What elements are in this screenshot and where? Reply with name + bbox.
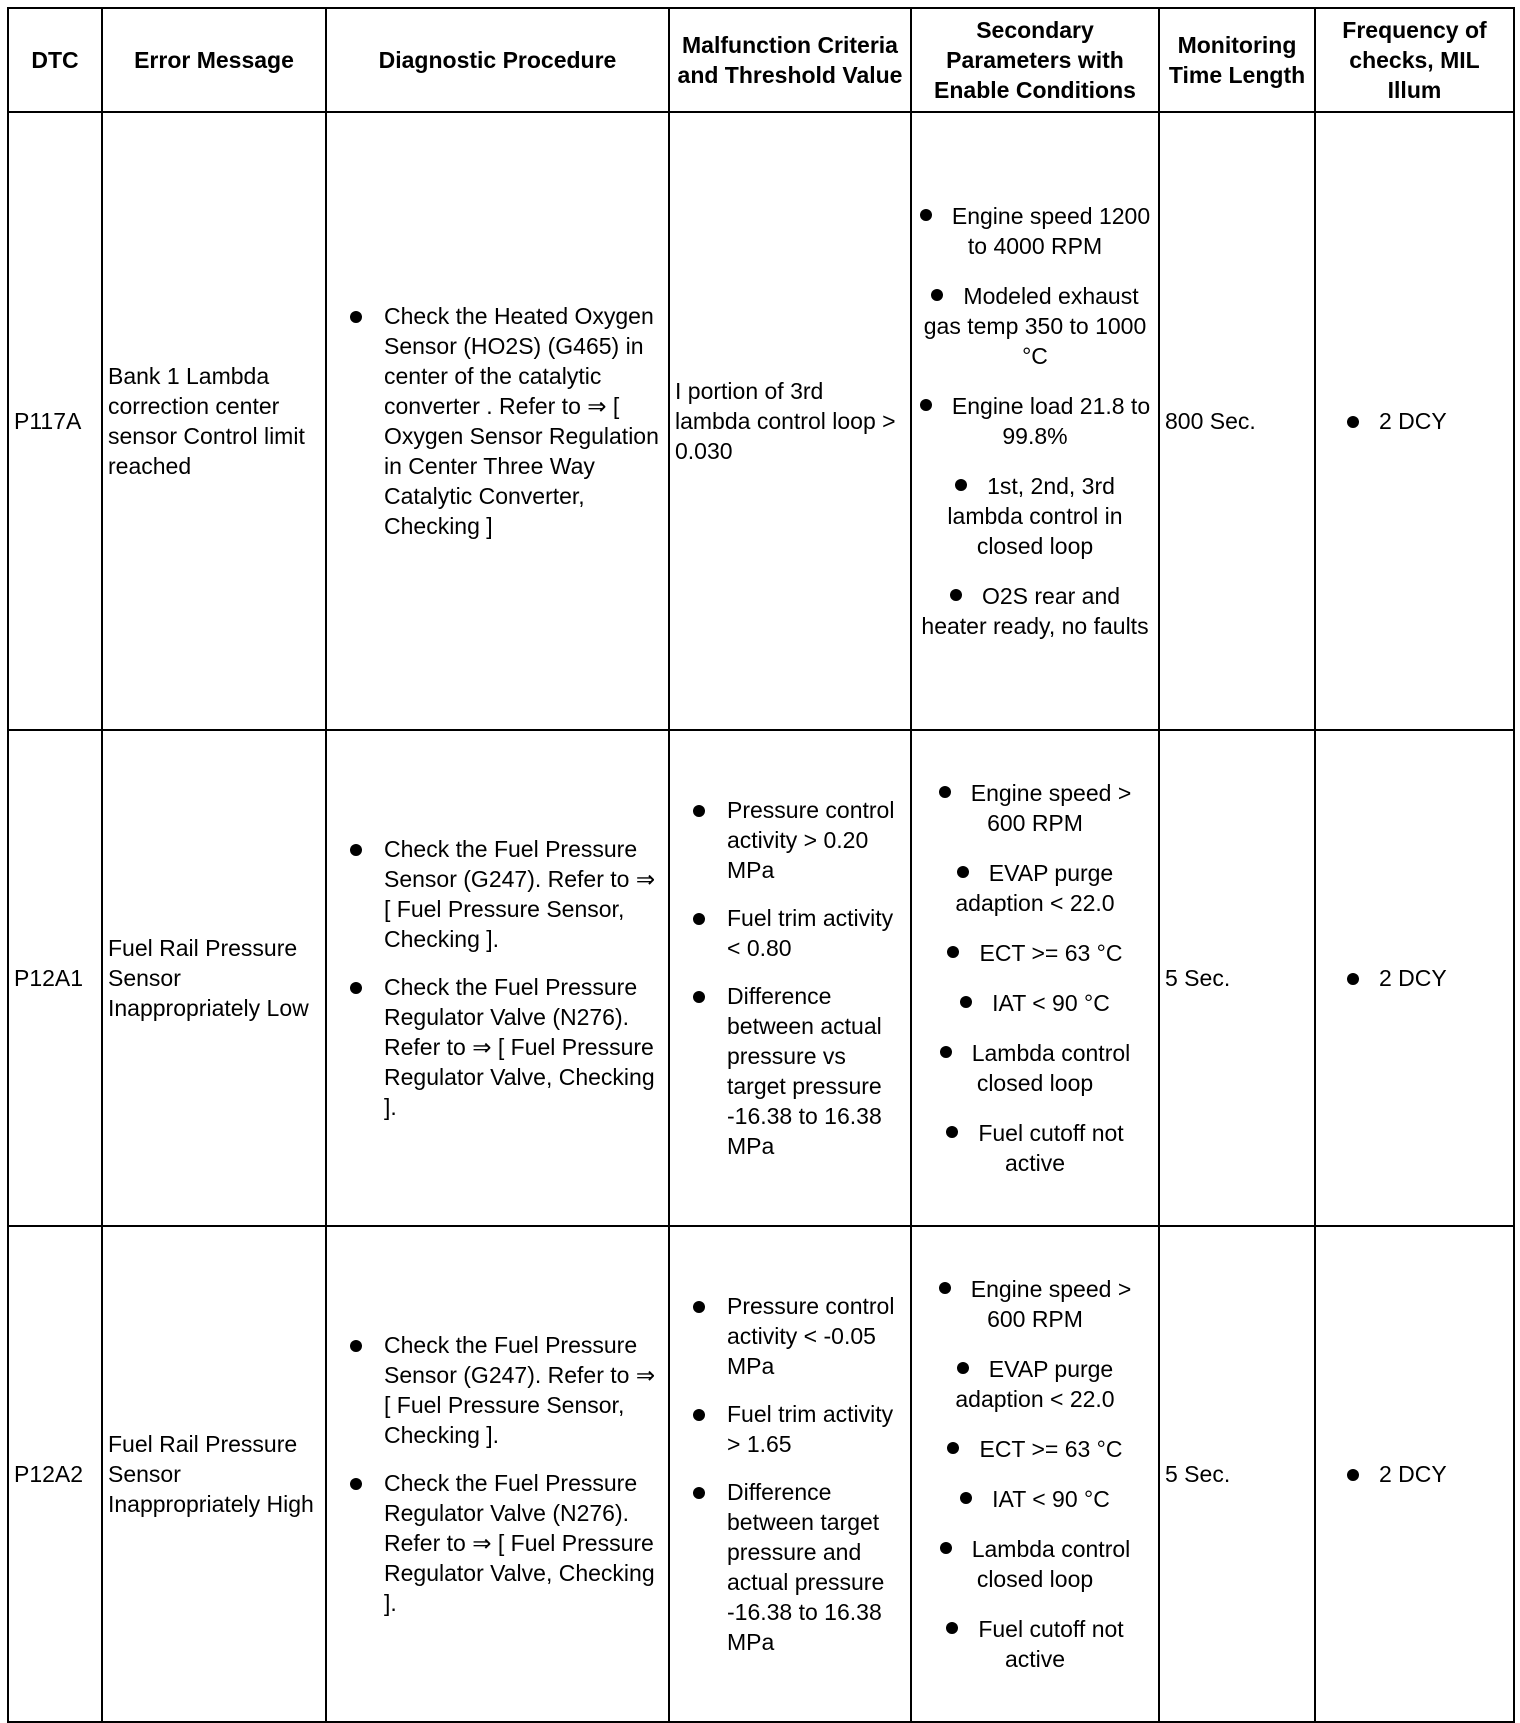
cell-error-message: Fuel Rail Pressure Sensor Inappropriately High [102,1226,326,1722]
list-item: Check the Fuel Pressure Regulator Valve (N276). Refer to ⇒ [ Fuel Pressure Regulator Valve, Checking ]. [346,1468,659,1618]
list-item: EVAP purge adaption < 22.0 [917,1354,1153,1414]
list-item: Difference between target pressure and actual pressure -16.38 to 16.38 MPa [689,1477,905,1657]
cell-secondary-parameters [911,1226,1159,1722]
header-dtc: DTC [8,8,102,112]
list-item: Check the Fuel Pressure Sensor (G247). Refer to ⇒ [ Fuel Pressure Sensor, Checking ]. [346,1330,659,1450]
cell-dtc: P12A2 [8,1226,102,1722]
list-item: IAT < 90 °C [917,1484,1153,1514]
header-error-message: Error Message [102,8,326,112]
list-item: 2 DCY [1343,406,1508,436]
cell-dtc: P12A1 [8,730,102,1226]
list-item: Engine speed > 600 RPM [917,1274,1153,1334]
list-item: ECT >= 63 °C [917,1434,1153,1464]
list-item: Pressure control activity > 0.20 MPa [689,795,905,885]
dtc-table [7,7,1515,1723]
table-row [8,1226,1514,1722]
table-row [8,112,1514,730]
list-item: Check the Heated Oxygen Sensor (HO2S) (G465) in center of the catalytic converter . Refer to ⇒ [ Oxygen Sensor Regulation in Center Three Way Catalytic Converter, Checking ] [346,301,659,541]
list-item: EVAP purge adaption < 22.0 [917,858,1153,918]
header-diagnostic-procedure: Diagnostic Procedure [326,8,669,112]
cell-frequency [1315,1226,1514,1722]
header-secondary-parameters: Secondary Parameters with Enable Conditions [911,8,1159,112]
list-item: IAT < 90 °C [917,988,1153,1018]
list-item: Pressure control activity < -0.05 MPa [689,1291,905,1381]
list-item: Fuel trim activity > 1.65 [689,1399,905,1459]
list-item: Modeled exhaust gas temp 350 to 1000 °C [917,281,1153,371]
cell-monitoring-time: 800 Sec. [1159,112,1315,730]
list-item: Engine load 21.8 to 99.8% [917,391,1153,451]
cell-error-message: Bank 1 Lambda correction center sensor Control limit reached [102,112,326,730]
cell-secondary-parameters [911,112,1159,730]
cell-secondary-parameters [911,730,1159,1226]
cell-frequency [1315,730,1514,1226]
cell-monitoring-time: 5 Sec. [1159,1226,1315,1722]
header-row [8,8,1514,112]
list-item: Fuel cutoff not active [917,1118,1153,1178]
cell-malfunction-criteria: I portion of 3rd lambda control loop > 0.030 [669,112,911,730]
cell-malfunction-criteria [669,1226,911,1722]
header-frequency: Frequency of checks, MIL Illum [1315,8,1514,112]
cell-diagnostic-procedure [326,1226,669,1722]
cell-malfunction-criteria [669,730,911,1226]
cell-diagnostic-procedure [326,112,669,730]
list-item: ECT >= 63 °C [917,938,1153,968]
header-malfunction-criteria: Malfunction Criteria and Threshold Value [669,8,911,112]
list-item: Fuel cutoff not active [917,1614,1153,1674]
list-item: O2S rear and heater ready, no faults [917,581,1153,641]
list-item: Difference between actual pressure vs target pressure -16.38 to 16.38 MPa [689,981,905,1161]
cell-frequency [1315,112,1514,730]
list-item: Lambda control closed loop [917,1534,1153,1594]
table-row [8,730,1514,1226]
list-item: 1st, 2nd, 3rd lambda control in closed loop [917,471,1153,561]
cell-monitoring-time: 5 Sec. [1159,730,1315,1226]
list-item: Check the Fuel Pressure Sensor (G247). Refer to ⇒ [ Fuel Pressure Sensor, Checking ]. [346,834,659,954]
cell-diagnostic-procedure [326,730,669,1226]
list-item: 2 DCY [1343,1459,1508,1489]
list-item: 2 DCY [1343,963,1508,993]
list-item: Engine speed > 600 RPM [917,778,1153,838]
cell-dtc: P117A [8,112,102,730]
list-item: Engine speed 1200 to 4000 RPM [917,201,1153,261]
list-item: Check the Fuel Pressure Regulator Valve (N276). Refer to ⇒ [ Fuel Pressure Regulator Valve, Checking ]. [346,972,659,1122]
header-monitoring-time: Monitoring Time Length [1159,8,1315,112]
list-item: Lambda control closed loop [917,1038,1153,1098]
list-item: Fuel trim activity < 0.80 [689,903,905,963]
cell-error-message: Fuel Rail Pressure Sensor Inappropriately Low [102,730,326,1226]
